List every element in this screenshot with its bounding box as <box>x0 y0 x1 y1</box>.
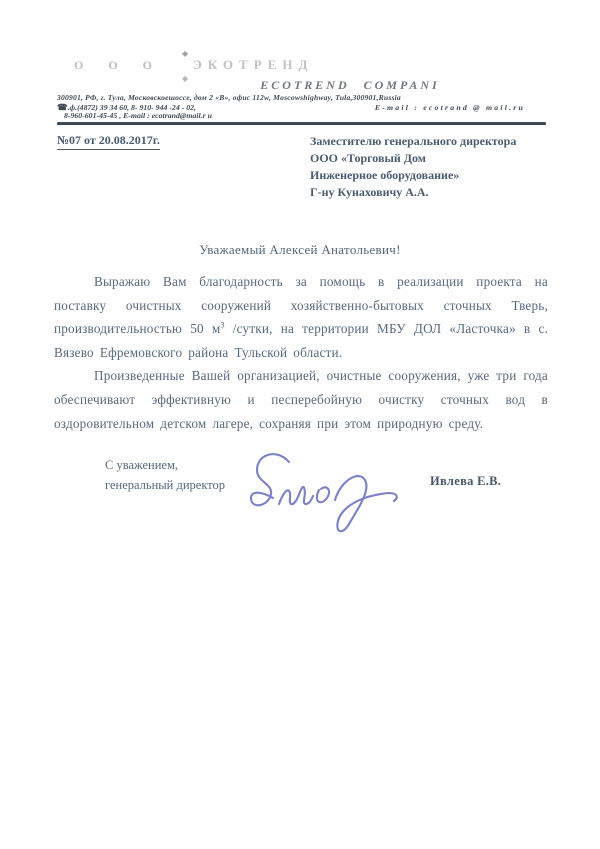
recipient-company-2: Инженерное оборудование» <box>310 168 460 182</box>
salutation: Уважаемый Алексей Анатольевич! <box>199 242 401 257</box>
paragraph-2: Произведенные Вашей организацией, очистные сооружения, уже три года обеспечивают эффективную и песперебойную очистку сточных вод в оздоровительном детском лагере, сохраняя при этом природную среду. <box>54 368 548 431</box>
recipient-block <box>310 133 580 201</box>
paragraph-1-text-cont: /сутки, на территории МБУ ДОЛ «Ласточка» в с. Вязево Ефремовского района Тульской области. <box>54 321 548 360</box>
closing-position: генеральный директор <box>105 478 226 492</box>
recipient-company-1: ООО «Торговый Дом <box>310 151 426 165</box>
diamond-ornament-icon: ◆ <box>182 74 189 83</box>
company-address: 300901, РФ, г. Тула, Московскоешоссе, дом 2 «В», офис 112w, Moscowshighway, Tula,300901,Russia <box>57 93 401 102</box>
paragraph-1-text: Выражаю Вам благодарность за помощь в реализации проекта на поставку очистных сооружений хозяйственно-бытовых сточных Тверь, производительностью 50 м <box>54 274 548 337</box>
letter-body <box>54 270 548 435</box>
contacts-row-2: 8-960-601-45-45 , E-mail : ecotrand@mail.r u <box>64 111 212 120</box>
cubic-meter-superscript: 3 <box>220 320 225 330</box>
logo-ooo-text: О О О <box>74 58 164 72</box>
diamond-ornament-icon: ◆ <box>182 49 189 58</box>
phone-icon: ☎ <box>57 102 68 112</box>
handwritten-signature <box>243 446 418 546</box>
company-logo <box>74 56 313 74</box>
recipient-person: Г-ну Кунаховичу А.А. <box>310 185 429 199</box>
paragraph-1 <box>54 270 548 364</box>
email-address: E-mail : ecotrand @ mail.ru <box>374 103 525 112</box>
phone-line1-text: .ф.(4872) 39 34 60, 8- 910- 944 -24 - 02, <box>67 103 196 112</box>
letter-number-date: №07 от 20.08.2017г. <box>57 133 160 150</box>
signer-name: Ивлева Е.В. <box>430 474 502 488</box>
closing-block <box>105 455 225 495</box>
closing-regards: С уважением, <box>105 458 178 472</box>
logo-brand-text: ЭКОТРЕНД <box>193 57 314 72</box>
recipient-title: Заместителю генерального директора <box>310 134 517 148</box>
header-divider <box>57 122 546 125</box>
company-name: ECOTREND COMPANI <box>260 78 440 92</box>
